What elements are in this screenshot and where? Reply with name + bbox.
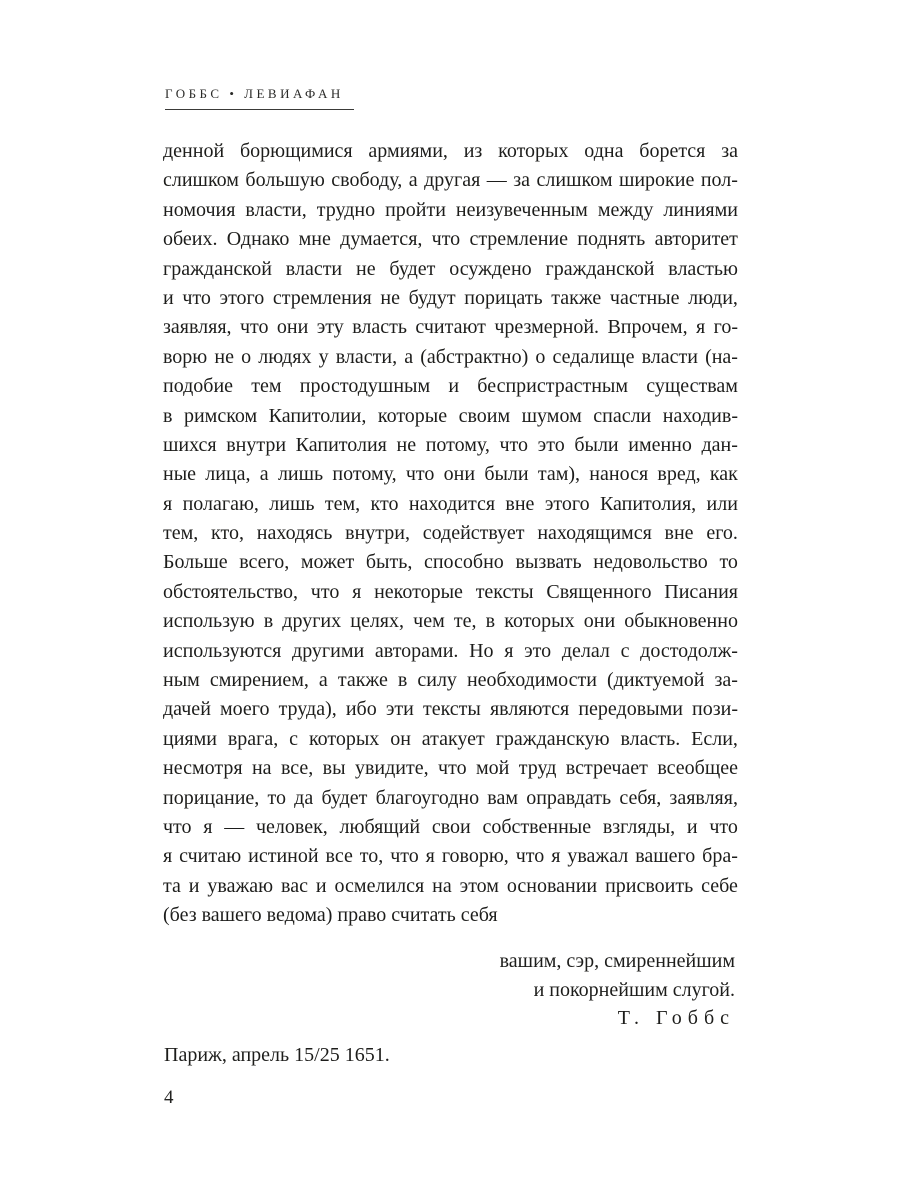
word: дачей [163,698,211,721]
word: простодушным [299,375,431,398]
word: думается, [340,228,423,251]
body-line [163,225,738,254]
word: лишь [277,463,324,486]
word: власти, [245,198,307,221]
word: также [337,669,388,692]
word: что [310,580,340,603]
body-line [163,343,738,372]
word: тем, [163,522,199,545]
word: беспристрастным [477,375,629,398]
word: это [537,433,565,456]
body-line [163,166,738,195]
body-line [163,519,738,548]
word: этого [219,286,265,309]
word: собственные [482,815,592,838]
signature-block [163,947,735,1033]
word: потому, [425,433,490,456]
word: свободу, [331,169,403,192]
word: также [551,286,602,309]
word: между [597,198,654,221]
word: власть. [620,727,681,750]
word: бра- [702,845,738,868]
word: использую [163,610,255,633]
word: нанося [589,463,649,486]
word: ным [163,669,200,692]
word: целях, [350,610,405,633]
word: седалище [552,345,635,368]
page-number: 4 [164,1087,174,1108]
word: это [524,639,552,662]
word: которые [377,404,448,427]
word: некоторые [374,580,463,603]
word: необходимости [466,669,597,692]
word: вы [322,757,346,780]
word: кто, [211,522,244,545]
word: (диктуемой [607,669,705,692]
word: кто [370,492,399,515]
word: что [438,757,467,780]
word: те, [453,610,477,633]
word: заявляя, [669,786,738,809]
word: тексты [475,580,534,603]
word: оправдать [526,786,612,809]
word: находящимся [537,522,652,545]
word: используются [163,639,282,662]
word: мой [475,757,510,780]
word: полагаю, [182,492,259,515]
word: осуждено [449,257,532,280]
word: с [289,727,299,750]
body-line [163,725,738,754]
word: властью [668,257,738,280]
word: не [380,286,400,309]
word: слишком [536,169,613,192]
word: пол- [700,169,738,192]
body-line [163,872,738,901]
word: именно [628,433,692,456]
word: я [504,639,514,662]
body-line [163,784,738,813]
word: эту [316,316,344,339]
word: как [709,463,738,486]
signature-line: вашим, сэр, смиреннейшим [499,950,735,972]
body-line [163,284,738,313]
word: вызвать [515,551,582,574]
word: обеих. [163,228,218,251]
word: будет [389,257,436,280]
word: то [267,786,286,809]
word: они [276,316,309,339]
word: спасли [593,404,652,427]
word: стремления [272,286,372,309]
word: я [352,580,362,603]
word: способно [423,551,504,574]
word: частные [609,286,680,309]
word: линиями [663,198,738,221]
word: труда), [278,698,337,721]
word: порицать [464,286,543,309]
word: они [443,463,476,486]
dateline: Париж, апрель 15/25 1651. [164,1044,390,1066]
word: стремление [469,228,568,251]
word: вне [505,492,535,515]
word: существам [646,375,738,398]
word: то [719,551,738,574]
word: шумом [521,404,582,427]
body-line [163,402,738,431]
word: ибо [345,698,377,721]
word: себе [701,874,738,897]
word: благоугодно [375,786,480,809]
word: других [282,610,342,633]
word: что [163,815,192,838]
word: что [515,845,545,868]
word: потому, [332,463,397,486]
word: внутри [226,433,287,456]
word: Капитолия [295,433,387,456]
word: авторитет [654,228,738,251]
word: неизувеченным [455,198,588,221]
word: борется [639,140,706,162]
word: себя, [619,786,662,809]
word: которых [498,140,569,162]
word: увидите, [354,757,429,780]
word: подобие [163,375,234,398]
word: уважаю [207,874,274,897]
word: достодолж- [640,639,738,662]
signature-line: и покорнейшим слугой. [533,978,735,1001]
word: ворю [163,345,208,368]
word: что [709,815,738,838]
word: и [315,874,327,897]
word: лишь [269,492,315,515]
word: что [390,845,419,868]
word: а [259,463,269,486]
word: за [513,169,531,192]
body-text [163,137,738,931]
word: считают [415,316,486,339]
word: номочия [163,198,236,221]
word: тексты [422,698,481,721]
word: (на- [705,345,738,368]
word: присвоить [605,874,694,897]
word: этого [544,492,590,515]
word: там), [537,463,581,486]
word: я [163,492,173,515]
body-line [163,137,738,166]
word: были [484,463,529,486]
word: врага, [227,727,279,750]
word: я [696,316,706,339]
word: будет [321,786,368,809]
word: Если, [691,727,738,750]
word: осмелился [334,874,425,897]
word: делал [561,639,610,662]
word: недовольство [593,551,708,574]
body-line [163,607,738,636]
word: находясь [256,522,333,545]
word: широкие [618,169,695,192]
word: авторами. [374,639,459,662]
word: а [404,345,414,368]
word: человек, [255,815,328,838]
body-line [163,666,738,695]
body-line [163,548,738,577]
word: считаю [179,845,242,868]
word: несмотря [163,757,243,780]
word: Больше [163,551,228,574]
word: — [224,815,245,838]
word: не [214,345,234,368]
word: (абстрактно) [420,345,529,368]
word: что [239,316,269,339]
word: другими [292,639,365,662]
word: говорю, [441,845,509,868]
word: с [620,639,630,662]
word: всеобщее [657,757,738,780]
word: чем [413,610,445,633]
body-line [163,695,738,724]
body-line [163,578,738,607]
word: шихся [163,433,217,456]
word: римском [183,404,258,427]
word: эти [385,698,414,721]
word: вашего [635,845,696,868]
word: порицание, [163,786,260,809]
word: не [396,433,417,456]
body-line [163,431,738,460]
word: гражданской [163,257,272,280]
word: го- [713,316,738,339]
word: борющимися [239,140,353,162]
word: и [163,286,174,309]
word: и [188,874,200,897]
word: власти, [335,345,398,368]
word: армиями, [368,140,448,162]
word: лица, [205,463,251,486]
word: труд [518,757,557,780]
word: людях [258,345,312,368]
word: и [448,375,460,398]
word: пройти [385,198,446,221]
word: из [463,140,483,162]
word: вне [664,522,694,545]
word: может [300,551,355,574]
word: что [405,463,435,486]
word: он [390,727,411,750]
word: да [294,786,314,809]
word: в [263,610,274,633]
word: одна [584,140,624,162]
word: денной [163,140,225,162]
word: встречает [565,757,648,780]
word: а [318,669,328,692]
word: поднять [577,228,646,251]
body-line [163,196,738,225]
body-line [163,313,738,342]
word: на [251,757,272,780]
word: Писания [664,580,738,603]
word: находится [408,492,496,515]
word: мне [298,228,331,251]
word: обстоятельство, [163,580,298,603]
word: моего [219,698,270,721]
word: — [486,169,507,192]
word: силу [417,669,457,692]
body-line [163,255,738,284]
word: о [535,345,546,368]
word: его. [706,522,738,545]
word: что [499,433,529,456]
word: большую [245,169,325,192]
word: внутри, [345,522,410,545]
word: все [325,845,353,868]
word: вред, [657,463,701,486]
word: любящий [339,815,421,838]
signature-author: Т. Гоббс [617,1007,735,1030]
word: гражданской [545,257,655,280]
body-line [163,460,738,489]
word: которых [504,610,575,633]
word: всего, [239,551,290,574]
word: что [182,286,211,309]
word: то, [359,845,384,868]
word: в [397,669,408,692]
word: находив- [662,404,738,427]
word: в [485,610,496,633]
word: о [241,345,252,368]
word: дан- [701,433,738,456]
word: ные [163,463,197,486]
word: власти [641,345,698,368]
word: свои [431,815,471,838]
word: в [163,404,173,427]
body-line [163,372,738,401]
word: не [355,257,376,280]
word: а [408,169,418,192]
word: вас [281,874,308,897]
word: гражданскую [495,727,610,750]
word: за [721,140,738,162]
word: обыкновенно [624,610,738,633]
word: за- [714,669,738,692]
word: содействует [422,522,525,545]
word: у [318,345,329,368]
word: я [163,845,173,868]
word: Однако [226,228,290,251]
word: истиной [248,845,319,868]
word: Но [469,639,494,662]
word: пози- [692,698,738,721]
word: что [431,228,461,251]
word: тем, [324,492,361,515]
body-line [163,490,738,519]
word: уважал [567,845,629,868]
word: которых [308,727,380,750]
word: трудно [316,198,376,221]
body-line [163,813,738,842]
word: являются [489,698,570,721]
word: Капитолии, [268,404,367,427]
word: они [583,610,616,633]
body-line [163,754,738,783]
word: чрезмерной. [494,316,600,339]
word: Священного [546,580,652,603]
word: атакует [421,727,485,750]
word: смирением, [209,669,309,692]
word: слишком [163,169,239,192]
word: все, [280,757,314,780]
word: другая [424,169,481,192]
word: вам [487,786,519,809]
body-line [163,842,738,871]
word: циями [163,727,217,750]
word: основании [506,874,598,897]
word: будут [408,286,456,309]
word: или [706,492,738,515]
word: и [686,815,698,838]
word: власти [285,257,343,280]
word: власть [352,316,407,339]
word: передовыми [578,698,683,721]
word: я [425,845,435,868]
word: я [551,845,561,868]
word: тем [251,375,282,398]
word: на [432,874,452,897]
word: взгляды, [602,815,676,838]
word: заявляя, [163,316,232,339]
body-line-last: (без вашего ведома) право считать себя [163,904,498,927]
word: я [203,815,213,838]
word: Капитолия, [599,492,697,515]
word: та [163,874,181,897]
word: были [574,433,619,456]
word: быть, [365,551,413,574]
word: Впрочем, [607,316,688,339]
word: этом [459,874,499,897]
word: своим [458,404,511,427]
body-line [163,637,738,666]
word: люди, [688,286,738,309]
running-header: ГОББС • ЛЕВИАФАН [165,86,354,110]
